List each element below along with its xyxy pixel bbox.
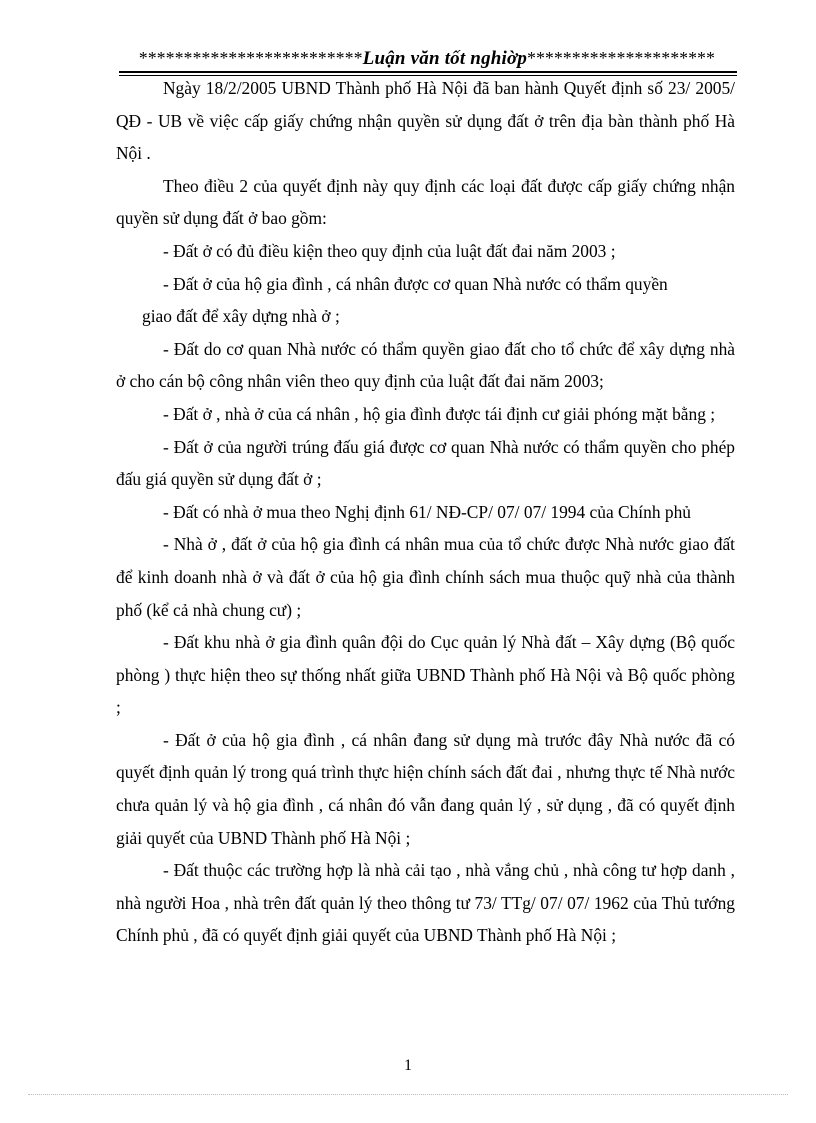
list-item: - Đất ở , nhà ở của cá nhân , hộ gia đình được tái định cư giải phóng mặt bằng ; xyxy=(163,403,716,424)
list-item: - Đất ở có đủ điều kiện theo quy định của luật đất đai năm 2003 ; xyxy=(163,240,616,261)
paragraph-decision: Ngày 18/2/2005 UBND Thành phố Hà Nội đã ban hành Quyết định số 23/ 2005/ QĐ - UB về việc cấp giấy chứng nhận quyền sử dụng đất ở trên địa bàn thành phố Hà Nội . xyxy=(116,78,735,164)
list-item xyxy=(116,268,735,333)
header-stars-right: ********************* xyxy=(527,48,716,68)
paragraph-article-2: Theo điều 2 của quyết định này quy định các loại đất được cấp giấy chứng nhận quyền sử dụng đất ở bao gồm: xyxy=(116,175,735,229)
list-item: - Đất do cơ quan Nhà nước có thẩm quyền giao đất cho tổ chức để xây dựng nhà ở cho cán bộ công nhân viên theo quy định của luật đất đai năm 2003; xyxy=(116,338,735,392)
list-item: - Đất có nhà ở mua theo Nghị định 61/ NĐ-CP/ 07/ 07/ 1994 của Chính phủ xyxy=(163,501,691,522)
page-number: 1 xyxy=(404,1057,412,1074)
list-item: - Đất ở của người trúng đấu giá được cơ quan Nhà nước có thẩm quyền cho phép đấu giá quyền sử dụng đất ở ; xyxy=(116,436,735,490)
running-header xyxy=(116,47,738,70)
list-item: - Đất ở của hộ gia đình , cá nhân đang sử dụng mà trước đây Nhà nước đã có quyết định quản lý trong quá trình thực hiện chính sách đất đai , nhưng thực tế Nhà nước chưa quản lý và hộ gia đình , cá nhân đó vẫn đang quản lý , sử dụng , đã có quyết định giải quyết của UBND Thành phố Hà Nội ; xyxy=(116,729,735,848)
list-item-first-line: - Đất ở của hộ gia đình , cá nhân được cơ quan Nhà nước có thẩm quyền xyxy=(163,273,668,294)
list-item: - Nhà ở , đất ở của hộ gia đình cá nhân mua của tổ chức được Nhà nước giao đất để kinh doanh nhà ở và đất ở của hộ gia đình chính sách mua thuộc quỹ nhà của thành phố (kể cả nhà chung cư) ; xyxy=(116,534,735,620)
header-stars-left: ************************* xyxy=(138,48,363,68)
list-item: - Đất thuộc các trường hợp là nhà cải tạo , nhà vắng chủ , nhà công tư hợp danh , nhà người Hoa , nhà trên đất quản lý theo thông tư 73/ TTg/ 07/ 07/ 1962 của Thủ tướng Chính phủ , đã có quyết định giải quyết của UBND Thành phố Hà Nội ; xyxy=(116,860,735,946)
document-body xyxy=(116,72,735,952)
header-title: Luận văn tốt nghiờp xyxy=(362,48,528,69)
footer-dotted-line xyxy=(28,1094,788,1095)
list-item: - Đất khu nhà ở gia đình quân đội do Cục quản lý Nhà đất – Xây dựng (Bộ quốc phòng ) thực hiện theo sự thống nhất giữa UBND Thành phố Hà Nội và Bộ quốc phòng ; xyxy=(116,632,735,718)
list-item-continuation: giao đất để xây dựng nhà ở ; xyxy=(142,306,340,327)
